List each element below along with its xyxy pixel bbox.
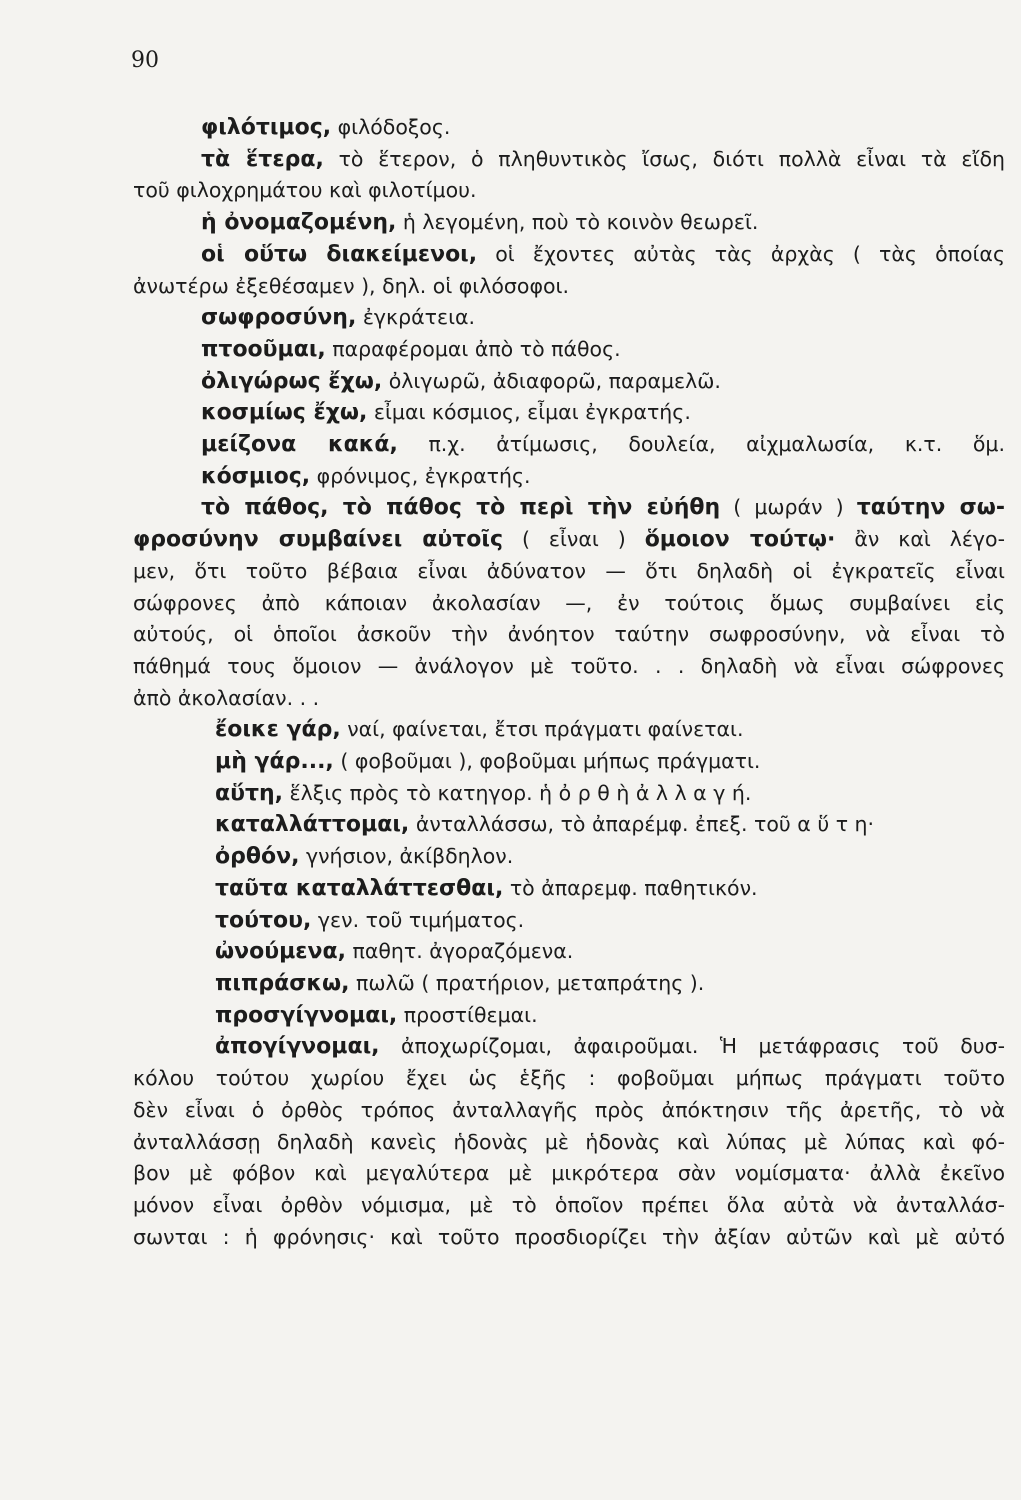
entry-gloss: μεν, ὅτι τοῦτο βέβαια εἶναι ἀδύνατον — ὅτι δηλαδὴ οἱ ἐγκρατεῖς εἶναι	[133, 558, 1005, 583]
entry-gloss: σώφρονες ἀπὸ κάποιαν ἀκολασίαν —, ἐν τούτοις ὅμως συμβαίνει εἰς	[133, 590, 1005, 615]
entry-gloss: τοῦ φιλοχρημάτου καὶ φιλοτίμου.	[133, 178, 477, 203]
entry-lemma: οἱ οὕτω διακείμενοι,	[201, 241, 478, 267]
entry-gloss: γεν. τοῦ τιμήματος.	[311, 907, 525, 932]
entry-lemma: ταῦτα καταλλάττεσθαι,	[215, 875, 504, 901]
entry-lemma: μείζονα κακά,	[201, 432, 398, 458]
glossary-entry	[133, 429, 1005, 461]
entry-lemma: ὅμοιον τούτῳ·	[644, 527, 836, 553]
commentary-line	[133, 1095, 1005, 1127]
entry-gloss: σωνται : ἡ φρόνησις· καὶ τοῦτο προσδιορίζει τὴν ἀξίαν αὐτῶν καὶ μὲ αὐτό	[133, 1224, 1005, 1249]
entry-lemma: ταύτην σω-	[856, 495, 1005, 521]
glossary-entry	[133, 968, 1005, 1000]
entry-gloss: ἀνταλλάσσῃ δηλαδὴ κανεὶς ἡδονὰς μὲ ἡδονὰς καὶ λύπας μὲ λύπας καὶ φό-	[133, 1129, 1005, 1154]
commentary-line	[133, 1158, 1005, 1190]
glossary-entry	[133, 778, 1005, 810]
entry-gloss: πωλῶ ( πρατήριον, μεταπράτης ).	[349, 970, 705, 995]
entry-gloss: ( φοβοῦμαι ), φοβοῦμαι μήπως πράγματι.	[333, 749, 761, 774]
entry-gloss: γνήσιον, ἀκίβδηλον.	[299, 844, 514, 869]
glossary-entry	[133, 207, 1005, 239]
entry-gloss: φρόνιμος, ἐγκρατής.	[310, 463, 531, 488]
glossary-entry	[133, 905, 1005, 937]
entry-gloss: τὸ ἕτερον, ὁ πληθυντικὸς ἴσως, διότι πολλὰ εἶναι τὰ εἴδη	[323, 146, 1005, 171]
entry-gloss: ἀπὸ ἀκολασίαν. . .	[133, 685, 320, 710]
glossary-entry	[133, 366, 1005, 398]
entry-gloss: μόνον εἶναι ὀρθὸν νόμισμα, μὲ τὸ ὁποῖον πρέπει ὅλα αὐτὰ νὰ ἀνταλλάσ-	[133, 1192, 1005, 1217]
commentary-line	[133, 619, 1005, 651]
commentary-line	[133, 651, 1005, 683]
entry-gloss: τὸ ἀπαρεμφ. παθητικόν.	[503, 875, 758, 900]
commentary-line	[133, 175, 1005, 207]
entry-gloss: ( μωράν )	[720, 495, 857, 520]
page-number: 90	[131, 48, 159, 73]
entry-lemma: σωφροσύνη,	[201, 305, 357, 331]
glossary-entry	[133, 841, 1005, 873]
glossary-entry	[133, 809, 1005, 841]
entry-lemma: ὠνούμενα,	[215, 939, 346, 965]
entry-gloss: ἕλξις πρὸς τὸ κατηγορ. ἡ ὀ ρ θ ὴ ἀ λ λ α γ ή.	[283, 780, 752, 805]
entry-lemma: πιπράσκω,	[215, 970, 350, 996]
entry-lemma: μὴ γάρ...,	[215, 749, 334, 775]
glossary-entry	[133, 461, 1005, 493]
entry-gloss: ἀνταλλάσσω, τὸ ἀπαρέμφ. ἐπεξ. τοῦ α ὕ τ η·	[409, 812, 875, 837]
entry-lemma: τούτου,	[215, 907, 312, 933]
commentary-line	[133, 556, 1005, 588]
entry-gloss: δὲν εἶναι ὁ ὀρθὸς τρόπος ἀνταλλαγῆς πρὸς ἀπόκτησιν τῆς ἀρετῆς, τὸ νὰ	[133, 1097, 1005, 1122]
entry-lemma: κοσμίως ἔχω,	[201, 400, 368, 426]
glossary-entry	[133, 524, 1005, 556]
entry-lemma: ἡ ὀνομαζομένη,	[201, 210, 397, 236]
commentary-line	[133, 1127, 1005, 1159]
entry-gloss: αὐτούς, οἱ ὁποῖοι ἀσκοῦν τὴν ἀνόητον ταύτην σωφροσύνην, νὰ εἶναι τὸ	[133, 622, 1005, 647]
entry-gloss: π.χ. ἀτίμωσις, δουλεία, αἰχμαλωσία, κ.τ. ὅμ.	[397, 432, 1005, 457]
entry-lemma: ὀρθόν,	[215, 844, 300, 870]
commentary-line	[133, 1190, 1005, 1222]
entry-lemma: προσγίγνομαι,	[215, 1002, 398, 1028]
entry-lemma: αὕτη,	[215, 780, 284, 806]
glossary-entry	[133, 302, 1005, 334]
commentary-line	[133, 1222, 1005, 1254]
entry-gloss: παραφέρομαι ἀπὸ τὸ πάθος.	[325, 336, 621, 361]
entry-lemma: φιλότιμος,	[201, 115, 332, 140]
entry-gloss: οἱ ἔχοντες αὐτὰς τὰς ἀρχὰς ( τὰς ὁποίας	[477, 241, 1005, 266]
entry-gloss: ἀποχωρίζομαι, ἀφαιροῦμαι. Ἡ μετάφρασις τοῦ δυσ-	[379, 1034, 1005, 1059]
glossary-entry	[133, 714, 1005, 746]
glossary-entry	[133, 746, 1005, 778]
commentary-line	[133, 271, 1005, 303]
entry-lemma: καταλλάττομαι,	[215, 812, 410, 838]
glossary-entry	[133, 492, 1005, 524]
entry-gloss: πάθημά τους ὅμοιον — ἀνάλογον μὲ τοῦτο. . . δηλαδὴ νὰ εἶναι σώφρονες	[133, 653, 1005, 678]
glossary-entry	[133, 334, 1005, 366]
entry-gloss: κόλου τούτου χωρίου ἔχει ὡς ἑξῆς : φοβοῦμαι μήπως πράγματι τοῦτο	[133, 1066, 1005, 1091]
entry-lemma: ὀλιγώρως ἔχω,	[201, 368, 383, 394]
entry-gloss: παθητ. ἀγοραζόμενα.	[345, 939, 574, 964]
entry-lemma: ἔοικε γάρ,	[215, 717, 341, 743]
entry-lemma: τὰ ἕτερα,	[201, 146, 324, 172]
commentary-text	[133, 112, 1005, 1253]
glossary-entry	[133, 397, 1005, 429]
entry-gloss: ἀνωτέρω ἐξεθέσαμεν ), δηλ. οἱ φιλόσοφοι.	[133, 273, 569, 298]
entry-gloss: ἂν καὶ λέγο-	[835, 527, 1005, 552]
entry-gloss: φιλόδοξος.	[331, 115, 451, 139]
commentary-line	[133, 588, 1005, 620]
commentary-line	[133, 1063, 1005, 1095]
glossary-entry	[133, 936, 1005, 968]
glossary-entry	[133, 144, 1005, 176]
entry-gloss: εἶμαι κόσμιος, εἶμαι ἐγκρατής.	[367, 400, 691, 425]
entry-gloss: ἐγκράτεια.	[356, 305, 476, 330]
entry-lemma: ἀπογίγνομαι,	[215, 1034, 380, 1060]
glossary-entry	[133, 239, 1005, 271]
commentary-line	[133, 683, 1005, 715]
entry-gloss: ὀλιγωρῶ, ἀδιαφορῶ, παραμελῶ.	[382, 368, 721, 393]
entry-gloss: ναί, φαίνεται, ἔτσι πράγματι φαίνεται.	[340, 717, 744, 742]
glossary-entry	[133, 873, 1005, 905]
glossary-entry	[133, 1031, 1005, 1063]
glossary-entry	[133, 112, 1005, 144]
entry-lemma: πτοοῦμαι,	[201, 336, 326, 362]
entry-gloss: ( εἶναι )	[503, 527, 645, 552]
entry-lemma: φροσύνην συμβαίνει αὐτοῖς	[133, 527, 504, 553]
entry-lemma: τὸ πάθος, τὸ πάθος τὸ περὶ τὴν εὐήθη	[201, 495, 721, 521]
entry-gloss: βον μὲ φόβον καὶ μεγαλύτερα μὲ μικρότερα σὰν νομίσματα· ἀλλὰ ἐκεῖνο	[133, 1161, 1005, 1186]
entry-gloss: προστίθεμαι.	[397, 1002, 538, 1027]
entry-lemma: κόσμιος,	[201, 463, 311, 489]
entry-gloss: ἡ λεγομένη, ποὺ τὸ κοινὸν θεωρεῖ.	[396, 210, 759, 235]
glossary-entry	[133, 1000, 1005, 1032]
